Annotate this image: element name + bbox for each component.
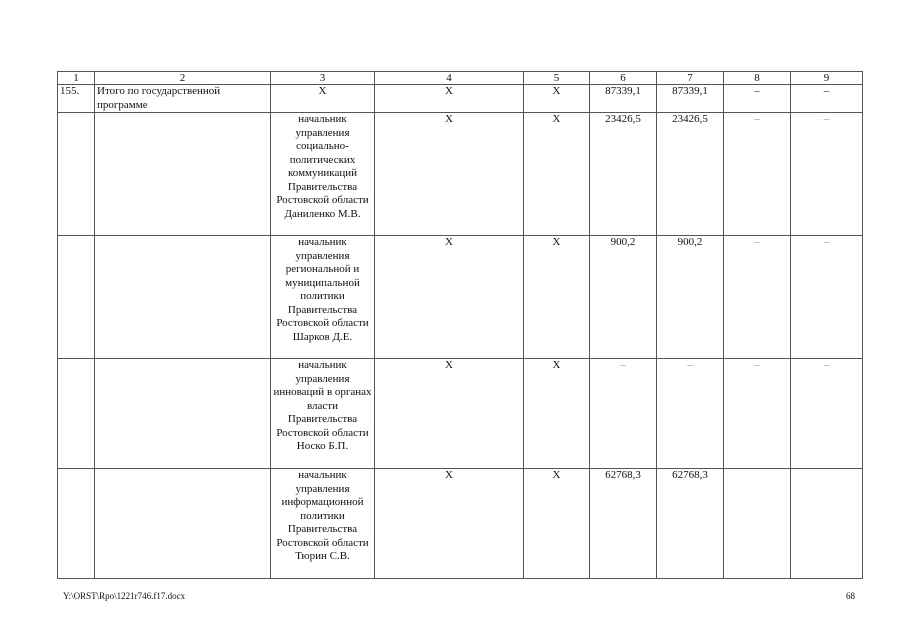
row-number bbox=[58, 359, 95, 469]
table-row bbox=[58, 359, 863, 469]
cell-col4: X bbox=[375, 469, 524, 579]
cell-col7: – bbox=[657, 359, 724, 469]
cell-col8: – bbox=[724, 113, 791, 236]
col-header-3: 3 bbox=[271, 72, 375, 85]
row-number bbox=[58, 236, 95, 359]
cell-col3: X bbox=[271, 85, 375, 113]
program-name bbox=[95, 469, 271, 579]
cell-col4: X bbox=[375, 85, 524, 113]
cell-col9: – bbox=[791, 85, 863, 113]
cell-col9: – bbox=[791, 236, 863, 359]
cell-col8: – bbox=[724, 236, 791, 359]
cell-col4: X bbox=[375, 359, 524, 469]
cell-col5: X bbox=[524, 469, 590, 579]
col-header-4: 4 bbox=[375, 72, 524, 85]
program-table bbox=[57, 71, 863, 579]
col-header-6: 6 bbox=[590, 72, 657, 85]
cell-col8 bbox=[724, 469, 791, 579]
cell-col6: 23426,5 bbox=[590, 113, 657, 236]
column-number-row bbox=[58, 72, 863, 85]
cell-col5: X bbox=[524, 236, 590, 359]
responsible-person: начальник управления инноваций в органах власти Правительства Ростовской области Носко Б.П. bbox=[271, 359, 375, 469]
table-row bbox=[58, 469, 863, 579]
footer-page-number: 68 bbox=[846, 591, 855, 601]
responsible-person: начальник управления социально-политических коммуникаций Правительства Ростовской области Даниленко М.В. bbox=[271, 113, 375, 236]
row-number: 155. bbox=[58, 85, 95, 113]
cell-col7: 62768,3 bbox=[657, 469, 724, 579]
cell-col7: 23426,5 bbox=[657, 113, 724, 236]
program-name bbox=[95, 113, 271, 236]
cell-col6: 62768,3 bbox=[590, 469, 657, 579]
table-row bbox=[58, 113, 863, 236]
cell-col9 bbox=[791, 469, 863, 579]
cell-col5: X bbox=[524, 85, 590, 113]
row-number bbox=[58, 469, 95, 579]
program-name bbox=[95, 359, 271, 469]
cell-col7: 87339,1 bbox=[657, 85, 724, 113]
program-name: Итого по государственной программе bbox=[95, 85, 271, 113]
cell-col8: – bbox=[724, 359, 791, 469]
col-header-2: 2 bbox=[95, 72, 271, 85]
cell-col6: 87339,1 bbox=[590, 85, 657, 113]
row-number bbox=[58, 113, 95, 236]
col-header-7: 7 bbox=[657, 72, 724, 85]
program-name bbox=[95, 236, 271, 359]
col-header-8: 8 bbox=[724, 72, 791, 85]
table-row-total bbox=[58, 85, 863, 113]
cell-col9: – bbox=[791, 359, 863, 469]
responsible-person: начальник управления информационной политики Правительства Ростовской области Тюрин С.В. bbox=[271, 469, 375, 579]
cell-col4: X bbox=[375, 113, 524, 236]
col-header-5: 5 bbox=[524, 72, 590, 85]
table-row bbox=[58, 236, 863, 359]
cell-col9: – bbox=[791, 113, 863, 236]
cell-col4: X bbox=[375, 236, 524, 359]
col-header-9: 9 bbox=[791, 72, 863, 85]
cell-col5: X bbox=[524, 359, 590, 469]
cell-col7: 900,2 bbox=[657, 236, 724, 359]
col-header-1: 1 bbox=[58, 72, 95, 85]
cell-col6: – bbox=[590, 359, 657, 469]
cell-col6: 900,2 bbox=[590, 236, 657, 359]
cell-col5: X bbox=[524, 113, 590, 236]
footer-file-path: Y:\ORST\Rpo\1221r746.f17.docx bbox=[63, 591, 186, 601]
cell-col8: – bbox=[724, 85, 791, 113]
responsible-person: начальник управления региональной и муниципальной политики Правительства Ростовской области Шарков Д.Е. bbox=[271, 236, 375, 359]
